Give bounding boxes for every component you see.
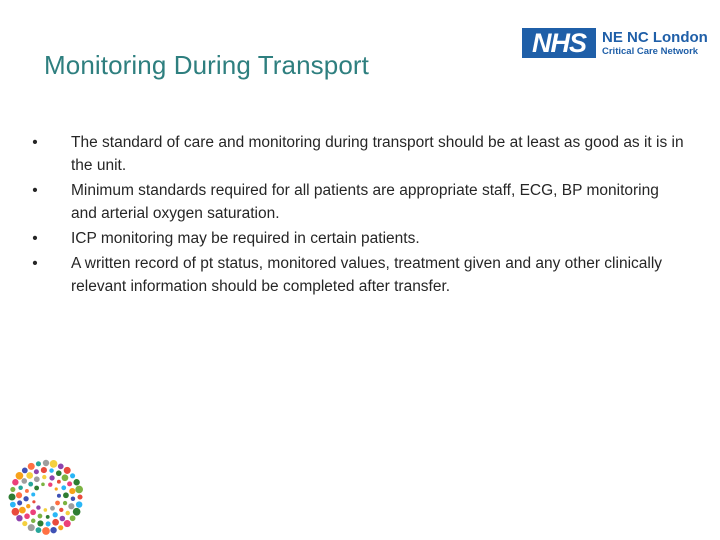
decor-dot xyxy=(34,486,39,491)
bullet-item xyxy=(28,179,688,225)
decor-dot xyxy=(42,527,50,535)
decor-dot xyxy=(36,505,40,509)
decorative-dot-ring-icon xyxy=(6,457,86,537)
decor-dot xyxy=(62,474,69,481)
bullet-dot-icon: • xyxy=(32,255,38,272)
decor-dot xyxy=(21,478,27,484)
decor-dot xyxy=(12,508,20,516)
decor-dot xyxy=(71,497,75,501)
decor-dot xyxy=(41,483,45,487)
logo-network-name: NE NC London xyxy=(602,28,708,46)
nhs-logo-mark: NHS xyxy=(522,28,596,58)
decor-dot xyxy=(34,476,40,482)
decor-dot xyxy=(36,527,42,533)
decor-dot xyxy=(28,463,35,470)
decor-dot xyxy=(28,482,33,487)
decor-dot xyxy=(50,506,55,511)
bullet-dot-icon: • xyxy=(32,134,38,151)
decor-dot xyxy=(63,492,69,498)
decor-dot xyxy=(65,511,69,515)
decor-dot xyxy=(31,493,35,497)
decor-dot xyxy=(38,514,43,519)
decor-dot xyxy=(23,496,28,501)
bullet-list xyxy=(28,131,688,300)
logo-text xyxy=(602,30,708,57)
decor-dot xyxy=(32,500,35,503)
decor-dot xyxy=(16,515,22,521)
decor-dot xyxy=(59,508,63,512)
decor-dot xyxy=(49,468,53,472)
decor-dot xyxy=(30,509,36,515)
decor-dot xyxy=(26,504,30,508)
decor-dot xyxy=(67,481,72,486)
decor-dot xyxy=(28,524,35,531)
bullet-text: ICP monitoring may be required in certain patients. xyxy=(71,230,420,247)
decor-dot xyxy=(37,520,43,526)
decor-dot xyxy=(46,521,51,526)
decor-dot xyxy=(36,461,41,466)
bullet-text: A written record of pt status, monitored values, treatment given and any other clinically relevant information should be completed after transfer. xyxy=(71,255,663,295)
decor-dot xyxy=(76,501,82,507)
decor-dot xyxy=(31,519,35,523)
decor-dot xyxy=(69,488,75,494)
decor-dot xyxy=(53,512,58,517)
decor-dot xyxy=(10,487,15,492)
bullet-item xyxy=(28,131,688,177)
bullet-text: Minimum standards required for all patients are appropriate staff, ECG, BP monitoring and arterial oxygen saturation. xyxy=(71,182,659,222)
decor-dot xyxy=(10,502,16,508)
decor-dot xyxy=(73,479,79,485)
decor-dot xyxy=(75,486,83,494)
decor-dot xyxy=(58,525,63,530)
decor-dot xyxy=(64,520,71,527)
decor-dot xyxy=(57,480,61,484)
decor-dot xyxy=(25,489,29,493)
decor-dot xyxy=(73,508,81,516)
decor-dot xyxy=(55,487,58,490)
bullet-dot-icon: • xyxy=(32,182,38,199)
decor-dot xyxy=(46,515,50,519)
decor-dot xyxy=(16,472,24,480)
decor-dot xyxy=(63,501,67,505)
decor-dot xyxy=(58,463,64,469)
nhs-logo xyxy=(522,27,708,59)
decor-dot xyxy=(49,475,54,480)
decor-dot xyxy=(8,493,15,500)
decor-dot xyxy=(52,519,59,526)
decor-dot xyxy=(26,472,33,479)
decor-dot xyxy=(56,470,62,476)
decor-dot xyxy=(50,527,56,533)
decor-dot xyxy=(70,473,75,478)
decor-dot xyxy=(55,501,60,506)
decor-dot xyxy=(22,521,27,526)
decor-dot xyxy=(41,467,47,473)
decor-dot xyxy=(77,494,82,499)
decor-dot xyxy=(60,516,66,522)
decor-dot xyxy=(34,469,39,474)
decor-dot xyxy=(70,515,76,521)
decor-dot xyxy=(12,479,18,485)
decor-dot xyxy=(19,507,26,514)
decor-dot xyxy=(48,483,52,487)
bullet-item xyxy=(28,227,688,250)
bullet-item xyxy=(28,252,688,298)
decor-dot xyxy=(22,468,28,474)
decor-dot xyxy=(17,500,22,505)
bullet-dot-icon: • xyxy=(32,230,38,247)
decor-dot xyxy=(61,485,66,490)
decor-dot xyxy=(57,494,61,498)
decor-dot xyxy=(24,513,30,519)
decor-dot xyxy=(68,503,74,509)
decor-dot xyxy=(18,486,22,490)
decor-dot xyxy=(50,460,58,468)
bullet-text: The standard of care and monitoring during transport should be at least as good as it is in the unit. xyxy=(71,134,684,174)
decor-dot xyxy=(44,508,48,512)
decor-dot xyxy=(16,492,22,498)
decor-dot xyxy=(64,467,71,474)
slide-title: Monitoring During Transport xyxy=(44,50,369,80)
decor-dot xyxy=(42,475,46,479)
decor-dot xyxy=(43,460,49,466)
logo-network-subtitle: Critical Care Network xyxy=(602,45,699,57)
